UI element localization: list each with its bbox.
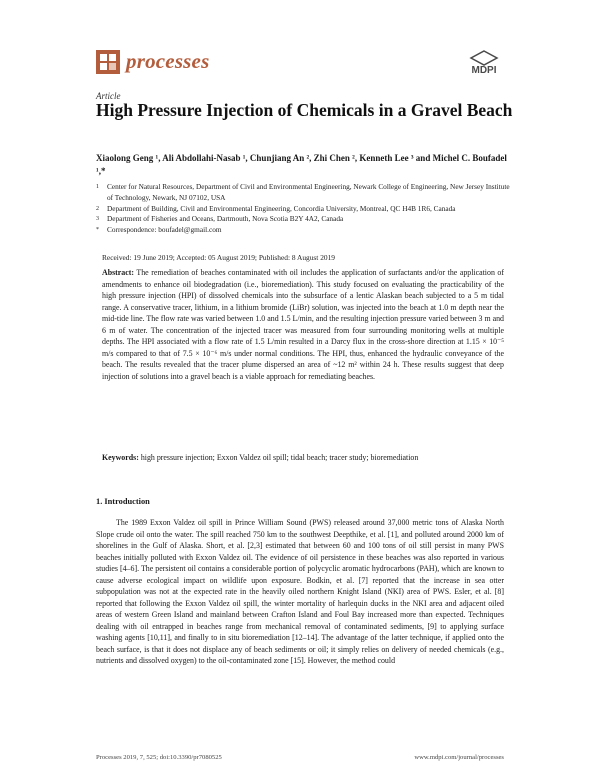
mdpi-logo-icon: [464, 50, 504, 66]
footer-url[interactable]: www.mdpi.com/journal/processes: [414, 754, 504, 761]
page-footer: [96, 754, 504, 764]
section-heading: 1. Introduction: [96, 497, 150, 506]
publisher-name: MDPI: [471, 65, 497, 76]
affiliation-mark: 2: [96, 205, 99, 212]
journal-name: processes: [126, 49, 210, 73]
article-title: High Pressure Injection of Chemicals in a Gravel Beach: [96, 100, 513, 120]
abstract-label: Abstract:: [102, 268, 134, 277]
article-type: Article: [96, 91, 121, 101]
intro-paragraph: The 1989 Exxon Valdez oil spill in Prince William Sound (PWS) released around 37,000 metric tons of Alaska North Slope crude oil onto the water. The spill reached 750 km to the southwest Deepthike, et al. [1], and polluted around 2000 km of shorelines in the Gulf of Alaska. Short, et al. [2,3] estimated that between 60 and 100 tons of oil still persist in many PWS beaches initially polluted with Exxon Valdez oil. The evidence of oil persistence in these beaches was also reported in various studies [4–6]. The persistent oil contains a considerable portion of polycyclic aromatic hydrocarbons (PAH), which are known to cause adverse ecological impact on wildlife upon exposure. Bodkin, et al. [7] reported that the increase in sea otter subpopulation was not at the expected rate in the heavily oiled northern Knight Island (NKI) area of PWS. Esler, et al. [8] reported that following the Exxon Valdez oil spill, the winter mortality of harlequin ducks in the NKI area and adjacent oiled areas of western Green Island and mainland between Crafton Island and Foul Bay increased more than expected. Techniques dealing with oil entrapped in beaches range from mechanical removal of contaminated sediments, [9] to applying surface washing agents [10,11], and finally to in situ bioremediation [12–14]. The advantage of the latter technique, if applied onto the beach surface, is that it does not displace any of beach sediments or oil; it simply relies on delivery of needed chemicals (e.g., nutrients and dissolved oxygen) to the oil-contaminated zone [15]. However, the method could: [96, 518, 504, 665]
correspondence-text: Correspondence: boufadel@gmail.com: [107, 225, 222, 235]
processes-logo-icon: [96, 50, 120, 74]
publisher-logo: [464, 50, 504, 80]
affiliation-mark: 3: [96, 216, 99, 223]
keywords: [102, 452, 504, 464]
affiliation-item: [96, 204, 516, 215]
affiliation-text: Center for Natural Resources, Department of Civil and Environmental Engineering, Newark College of Engineering, New Jersey Institute of Technology, Newark, NJ 07102, USA: [107, 182, 510, 202]
keywords-label: Keywords:: [102, 453, 139, 462]
publication-dates: Received: 19 June 2019; Accepted: 05 August 2019; Published: 8 August 2019: [102, 253, 335, 262]
journal-logo: [96, 50, 296, 76]
author-list: Xiaolong Geng ¹, Ali Abdollahi-Nasab ¹, Chunjiang An ², Zhi Chen ², Kenneth Lee ³ and Michel C. Boufadel ¹,*: [96, 153, 507, 176]
affiliation-text: Department of Fisheries and Oceans, Dartmouth, Nova Scotia B2Y 4A2, Canada: [107, 214, 344, 224]
affiliation-text: Department of Building, Civil and Environmental Engineering, Concordia University, Montreal, QC H4B 1R6, Canada: [107, 203, 456, 213]
affiliation-item: [96, 182, 516, 204]
correspondence-item: [96, 225, 516, 236]
abstract: [102, 267, 504, 382]
abstract-text: The remediation of beaches contaminated with oil includes the application of surfactants and/or the application of amendments to enhance oil biodegradation (i.e., bioremediation). This study focused on evaluating the practicability of the high pressure injection (HPI) of dissolved chemicals into the subsurface of a lentic Alaskan beach subjected to a 5 m tidal range. A conservative tracer, lithium, in a lithium bromide (LiBr) solution, was injected into the beach at 1.0 m depth near the mid-tide line. The flow rate was varied between 1.0 and 1.5 L/min, and the resulting injection pressure varied between 3 m and 6 m of water. The concentration of the injected tracer was measured from four surrounding monitoring wells at multiple depths. The HPI associated with a flow rate of 1.5 L/min resulted in a Darcy flux in the cross-shore direction at 1.15 × 10⁻⁵ m/s compared to that of 7.5 × 10⁻⁶ m/s under normal conditions. The HPI, thus, enhanced the hydraulic conveyance of the beach. The results revealed that the tracer plume dispersed an area of ~12 m² within 24 h. These results suggest that deep injection of solutions into a gravel beach is a viable approach for remediating beaches.: [102, 268, 504, 381]
footer-citation: Processes 2019, 7, 525; doi:10.3390/pr7080525: [96, 754, 222, 761]
affiliation-list: [96, 182, 516, 236]
affiliation-item: [96, 214, 516, 225]
correspondence-mark: *: [96, 227, 99, 234]
keywords-text: high pressure injection; Exxon Valdez oil spill; tidal beach; tracer study; bioremediation: [140, 453, 419, 462]
affiliation-mark: 1: [96, 184, 99, 190]
